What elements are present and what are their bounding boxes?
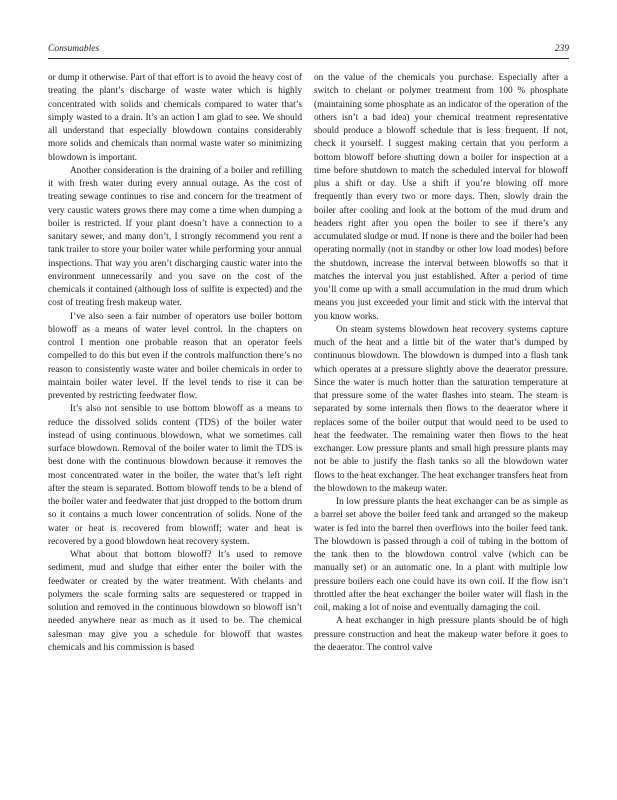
chapter-title: Consumables: [48, 44, 100, 54]
paragraph: I’ve also seen a fair number of operators use boiler bottom blowoff as a means of water level control. In the chapters on control I mention one probable reason that an operator feels compelled to do this but even if the controls malfunction there’s no reason to consistently waste water and boiler chemicals in order to maintain boiler water level. If the level tends to rise it can be prevented by restricting feedwater flow.: [48, 311, 302, 401]
page-number: 239: [554, 44, 569, 54]
header-rule: [48, 58, 569, 59]
paragraph: or dump it otherwise. Part of that effort is to avoid the heavy cost of treating the plant’s discharge of waste water which is highly concentrated with solids and chemicals compared to water that’s simply wasted to a drain. It’s an action I am glad to see. We should all understand that especially blowdown contains considerably more solids and chemicals than normal waste water so minimizing blowdown is important.: [48, 73, 302, 163]
left-column: [48, 72, 302, 772]
paragraph: It’s also not sensible to use bottom blowoff as a means to reduce the dissolved solids content (TDS) of the boiler water instead of using continuous blowdown, what we sometimes call surface blowdown. Removal of the boiler water to limit the TDS is best done with the continuous blowdown because it removes the most concentrated water in the boiler, the water that’s left right after the steam is separated. Bottom blowoff tends to be a blend of the boiler water and feedwater that just dropped to the bottom drum so it contains a much lower concentration of solids. None of the water or heat is recovered from blowoff; water and heat is recovered by a good blowdown heat recovery system.: [48, 404, 302, 547]
paragraph: On steam systems blowdown heat recovery systems capture much of the heat and a little bit of the water that’s dumped by continuous blowdown. The blowdown is dumped into a flash tank which operates at a pressure slightly above the deaerator pressure. Since the water is much hotter than the saturation temperature at that pressure some of the water flashes into steam. The steam is separated by some internals then flows to the deaerator where it replaces some of the boiler output that would need to be used to heat the feedwater. The remaining water then flows to the heat exchanger. Low pressure plants and small high pressure plants may not be able to justify the flash tanks so all the blowdown water flows to the heat exchanger. The heat exchanger transfers heat from the blowdown to the makeup water.: [314, 324, 568, 494]
paragraph: In low pressure plants the heat exchanger can be as simple as a barrel set above the boiler feed tank and arranged so the makeup water is fed into the barrel then overflows into the boiler feed tank. The blowdown is passed through a coil of tubing in the bottom of the tank then to the blowdown control valve (which can be manually set) or an automatic one. In a plant with multiple low pressure boilers each one could have its own coil. If the flow isn’t throttled after the heat exchanger the boiler water will flash in the coil, making a lot of noise and eventually damaging the coil.: [314, 497, 568, 613]
paragraph: What about that bottom blowoff? It’s used to remove sediment, mud and sludge that either enter the boiler with the feedwater or created by the water treatment. With chelants and polymers the scale forming salts are sequestered or trapped in solution and removed in the continuous blowdown so blowoff isn’t needed anywhere near as much as it used to be. The chemical salesman may give you a schedule for blowoff that wastes chemicals and his commission is based: [48, 550, 302, 653]
paragraph: Another consideration is the draining of a boiler and refilling it with fresh water during every annual outage. As the cost of treating sewage continues to rise and concern for the treatment of very caustic waters grows there may come a time when dumping a boiler is restricted. If your plant doesn’t have a connection to a sanitary sewer, and many don’t, I strongly recommend you rent a tank trailer to store your boiler water while performing your annual inspections. That way you aren’t discharging caustic water into the environment unnecessarily and you save on the cost of the chemicals it contained (although loss of sulfite is expected) and the cost of treating fresh makeup water.: [48, 165, 302, 309]
paragraph: A heat exchanger in high pressure plants should be of high pressure construction and heat the makeup water before it goes to the deaerator. The control valve: [314, 616, 568, 653]
running-header: [48, 44, 569, 58]
paragraph: on the value of the chemicals you purchase. Especially after a switch to chelant or polymer treatment from 100 % phosphate (maintaining some phosphate as an indicator of the operation of the others isn’t a bad idea) your chemical treatment representative should produce a blowoff schedule that is less frequent. If not, check it yourself. I suggest making certain that you perform a bottom blowoff before shutting down a boiler for inspection at a time before shutdown to match the scheduled interval for blowoff plus a shift or day. Use a shift if you’re blowing off more frequently than every two or more days. Then, slowly drain the boiler after cooling and look at the bottom of the mud drum and headers right after you open the boiler to see if there’s any accumulated sludge or mud. If none is there and the boiler had been operating normally (not in standby or other low load modes) before the shutdown, increase the interval between blowoffs so that it matches the interval you just established. After a period of time you’ll come up with a small accumulation in the mud drum which means you just exceeded your limit and stick with the interval that you know works.: [314, 73, 568, 322]
right-column: [314, 72, 568, 772]
